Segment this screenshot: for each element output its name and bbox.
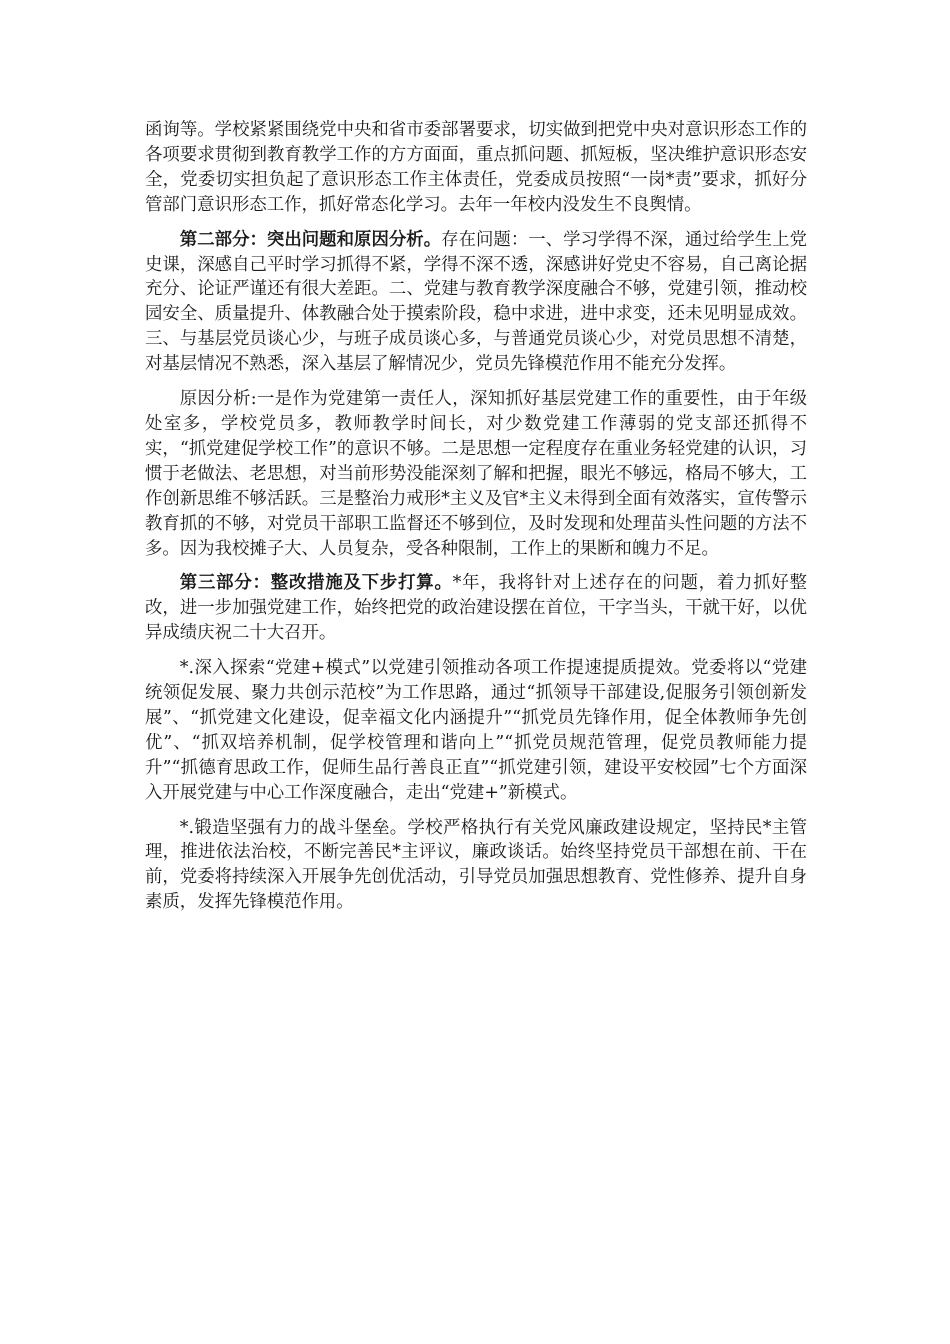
paragraph-text: 存在问题：一、学习学得不深，通过给学生上党史课，深感自己平时学习抓得不紧，学得不深不透，深感讲好党史不容易，自己离论据充分、论证严谨还有很大差距。二、党建与教育教学深度融合不够，党建引领，推动校园安全、质量提升、体教融合处于摸索阶段，稳中求进，进中求变，还未见明显成效。三、与基层党员谈心少，与班子成员谈心多，与普通党员谈心少，对党员思想不清楚，对基层情况不熟悉，深入基层了解情况少，党员先锋模范作用不能充分发挥。 bbox=[145, 229, 807, 375]
document-body bbox=[145, 118, 807, 925]
paragraph-text: *.深入探索“党建+模式”以党建引领推动各项工作提速提质提效。党委将以“党建统领促发展、聚力共创示范校”为工作思路，通过“抓领导干部建设,促服务引领创新发展”、“抓党建文化建设，促幸福文化内涵提升”“抓党员先锋作用，促全体教师争先创优”、“抓双培养机制，促学校管理和谐向上”“抓党员规范管理，促党员教师能力提升”“抓德育思政工作，促师生品行善良正直”“抓党建引领，建设平安校园”七个方面深入开展党建与中心工作深度融合，走出“党建+”新模式。 bbox=[145, 658, 807, 803]
paragraph-measure-two bbox=[145, 816, 807, 916]
paragraph-measure-one bbox=[145, 656, 807, 805]
paragraph-part-two bbox=[145, 228, 807, 377]
section-heading: 第三部分：整改措施及下步打算。 bbox=[179, 573, 453, 594]
paragraph-continuation bbox=[145, 118, 807, 218]
paragraph-cause-analysis bbox=[145, 387, 807, 561]
paragraph-part-three bbox=[145, 571, 807, 646]
section-heading: 第二部分：突出问题和原因分析。 bbox=[179, 229, 442, 250]
paragraph-text: *年，我将针对上述存在的问题，着力抓好整改，进一步加强党建工作，始终把党的政治建设摆在首位，干字当头，干就干好，以优异成绩庆祝二十大召开。 bbox=[145, 573, 807, 644]
paragraph-text: 原因分析:一是作为党建第一责任人，深知抓好基层党建工作的重要性，由于年级处室多，学校党员多，教师教学时间长，对少数党建工作薄弱的党支部还抓得不实，“抓党建促学校工作”的意识不够。二是思想一定程度存在重业务轻党建的认识，习惯于老做法、老思想，对当前形势没能深刻了解和把握，眼光不够远，格局不够大，工作创新思维不够活跃。三是整治力戒形*主义及官*主义未得到全面有效落实，宣传警示教育抓的不够，对党员干部职工监督还不够到位，及时发现和处理苗头性问题的方法不多。因为我校摊子大、人员复杂，受各种限制，工作上的果断和魄力不足。 bbox=[145, 389, 807, 559]
paragraph-text: *.锻造坚强有力的战斗堡垒。学校严格执行有关党风廉政建设规定，坚持民*主管理，推进依法治校，不断完善民*主评议，廉政谈话。始终坚持党员干部想在前、干在前，党委将持续深入开展争先创优活动，引导党员加强思想教育、党性修养、提升自身素质，发挥先锋模范作用。 bbox=[145, 817, 807, 913]
paragraph-text: 函询等。学校紧紧围绕党中央和省市委部署要求，切实做到把党中央对意识形态工作的各项要求贯彻到教育教学工作的方方面面，重点抓问题、抓短板，坚决维护意识形态安全，党委切实担负起了意识形态工作主体责任，党委成员按照“一岗*责”要求，抓好分管部门意识形态工作，抓好常态化学习。去年一年校内没发生不良舆情。 bbox=[145, 120, 807, 215]
